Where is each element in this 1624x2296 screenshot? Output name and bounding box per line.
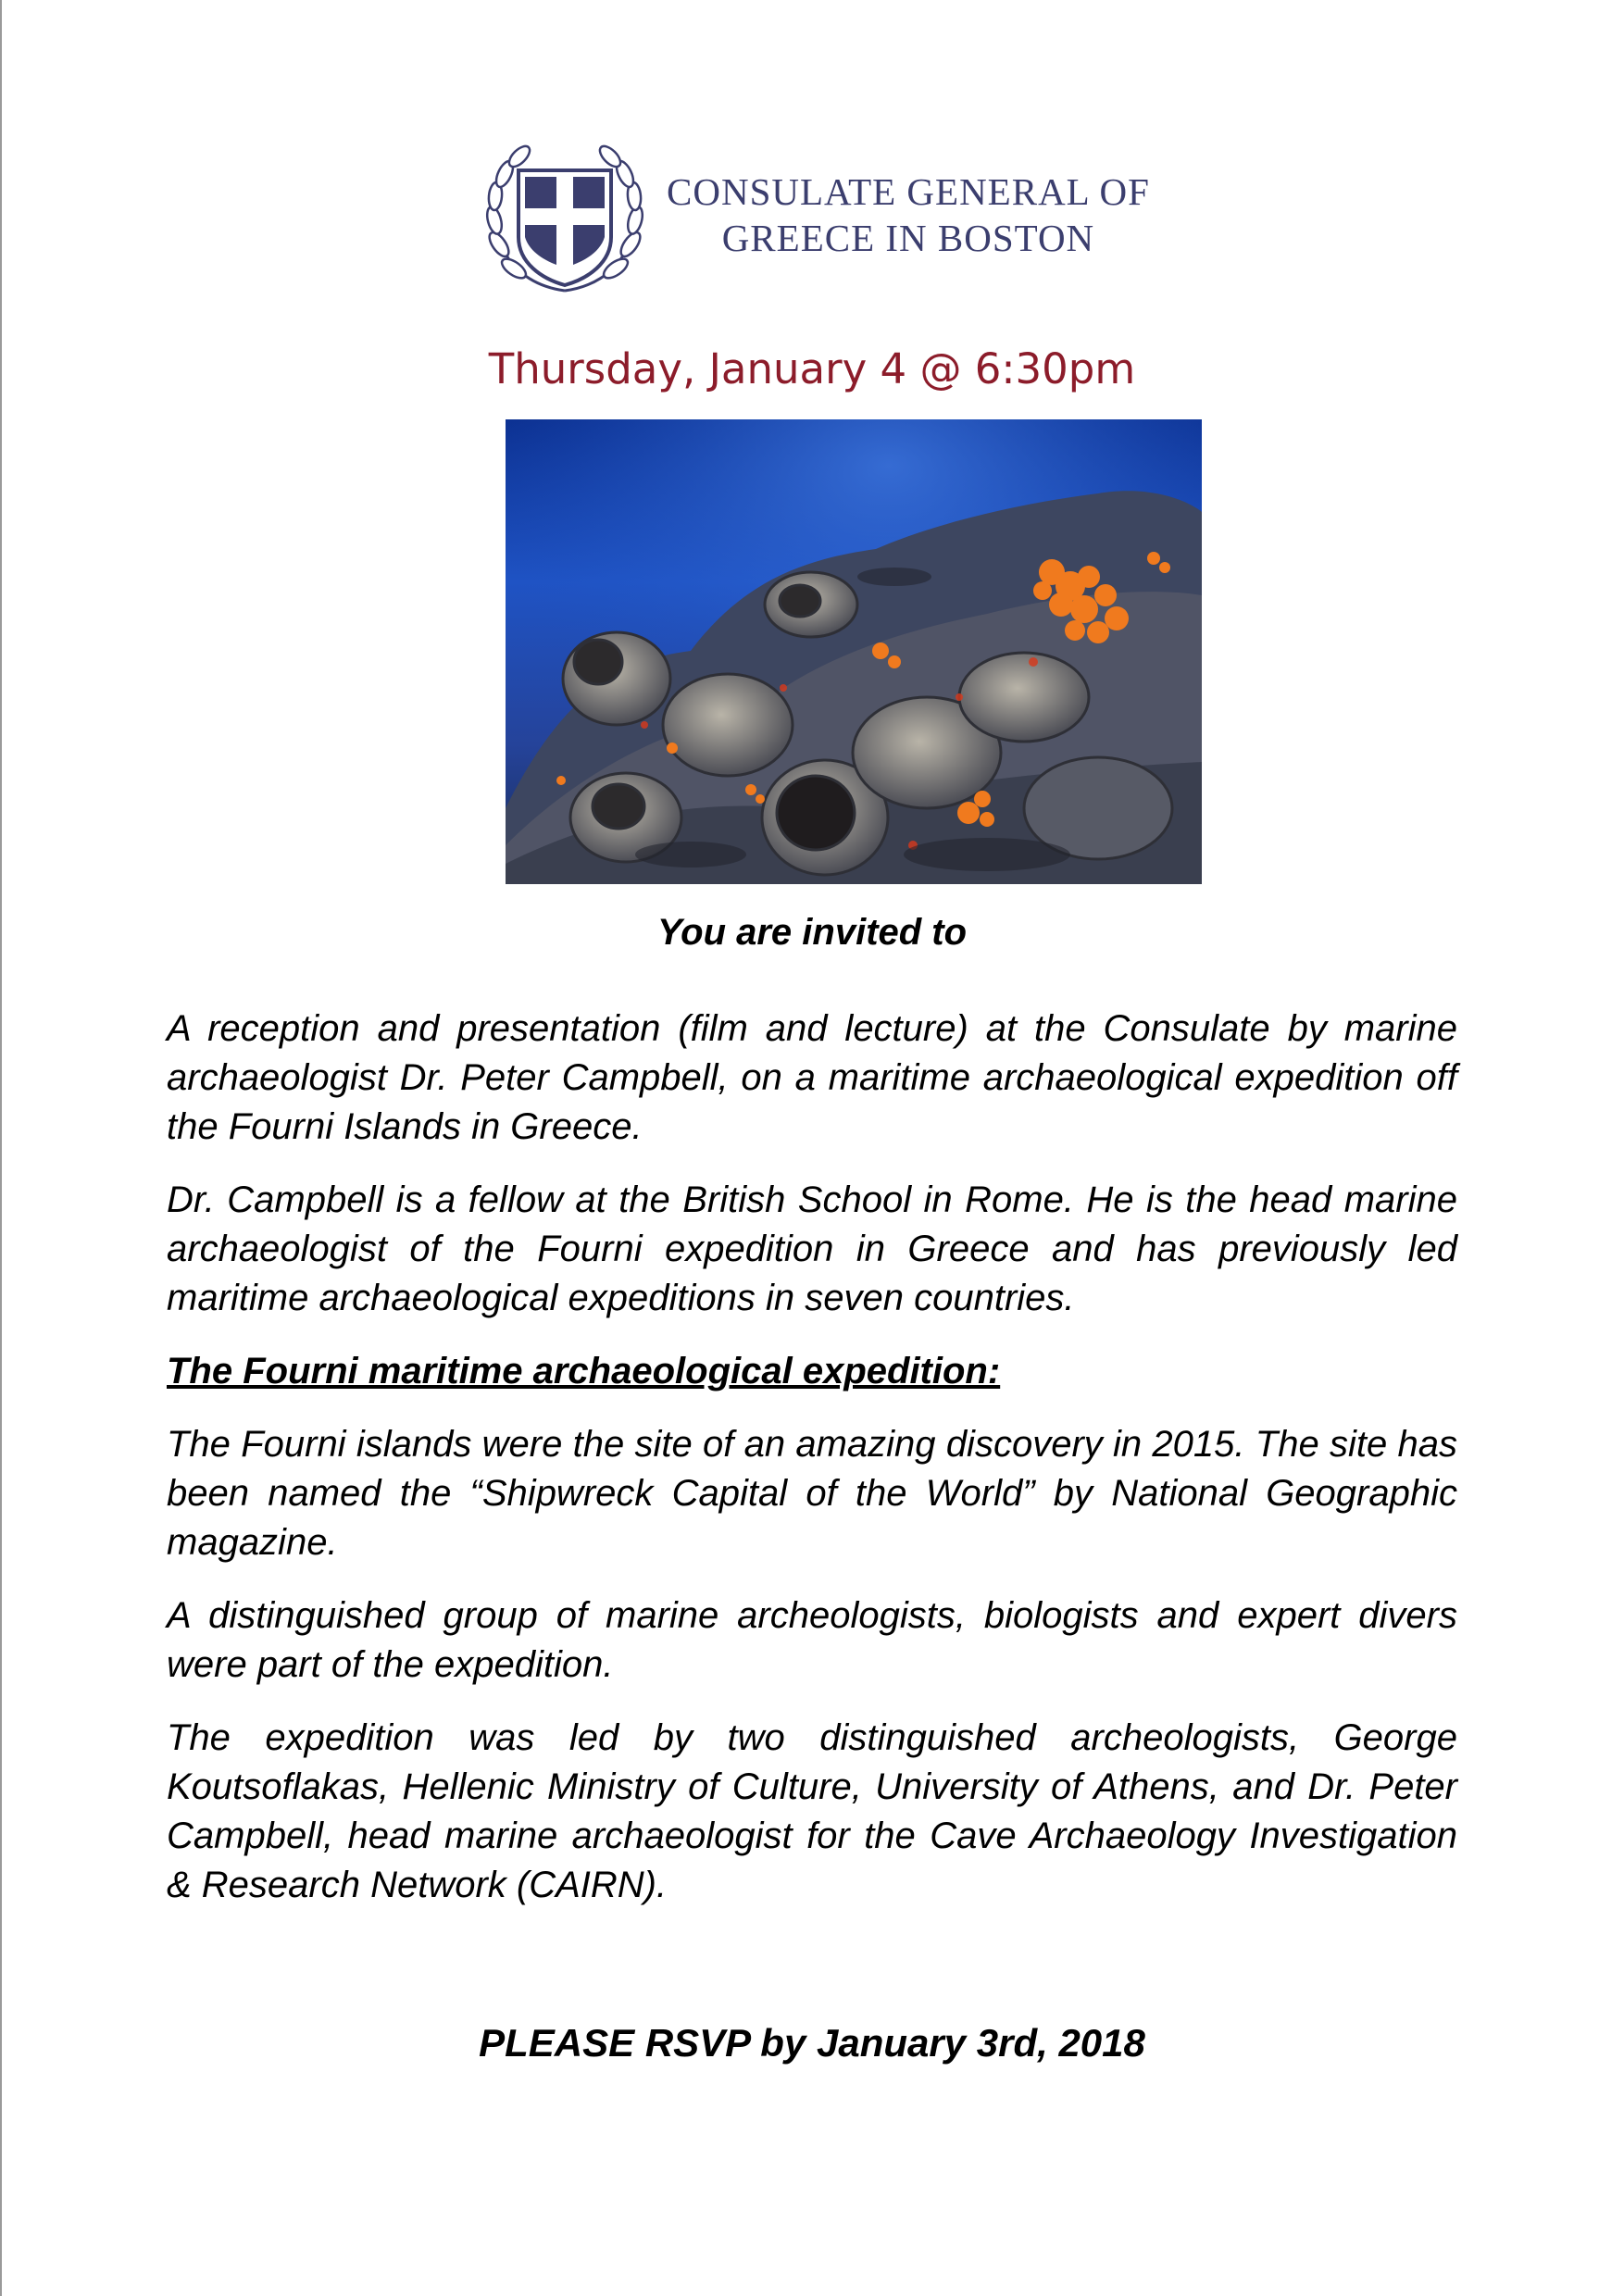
section-heading-expedition: The Fourni maritime archaeological expedition: <box>167 1351 1001 1391</box>
paragraph-speaker-bio: Dr. Campbell is a fellow at the British School in Rome. He is the head marine archaeologist of the Fourni expedition in Greece and has previously led maritime archaeological expeditions in seven countries. <box>167 1179 1457 1318</box>
invitation-intro: You are invited to <box>656 912 968 953</box>
greek-seal-icon <box>477 135 653 302</box>
paragraph-reception: A reception and presentation (film and lecture) at the Consulate by marine archaeologist Dr. Peter Campbell, on a maritime archaeological expedition off the Fourni Islands in Greece. <box>167 1008 1457 1147</box>
invitation-body <box>167 1004 1457 1934</box>
consulate-name-line2: GREECE IN BOSTON <box>721 217 1095 259</box>
event-date-time: Thursday, January 4 @ 6:30pm <box>488 344 1136 393</box>
consulate-name-line1: CONSULATE GENERAL OF <box>667 170 1150 213</box>
paragraph-discovery: The Fourni islands were the site of an amazing discovery in 2015. The site has been named the “Shipwreck Capital of the World” by National Geographic magazine. <box>167 1424 1457 1563</box>
rsvp-deadline: PLEASE RSVP by January 3rd, 2018 <box>479 2021 1145 2065</box>
paragraph-leaders: The expedition was led by two distinguished archeologists, George Koutsoflakas, Hellenic Ministry of Culture, University of Athens, and Dr. Peter Campbell, head marine archaeologist for the Cave Archaeology Investigation & Research Network (CAIRN). <box>167 1717 1457 1905</box>
underwater-amphorae-image <box>506 419 1202 884</box>
shipwreck-photo <box>506 419 1202 884</box>
consulate-name <box>667 168 1150 261</box>
header <box>477 135 1218 302</box>
paragraph-team: A distinguished group of marine archeologists, biologists and expert divers were part of the expedition. <box>167 1595 1457 1685</box>
